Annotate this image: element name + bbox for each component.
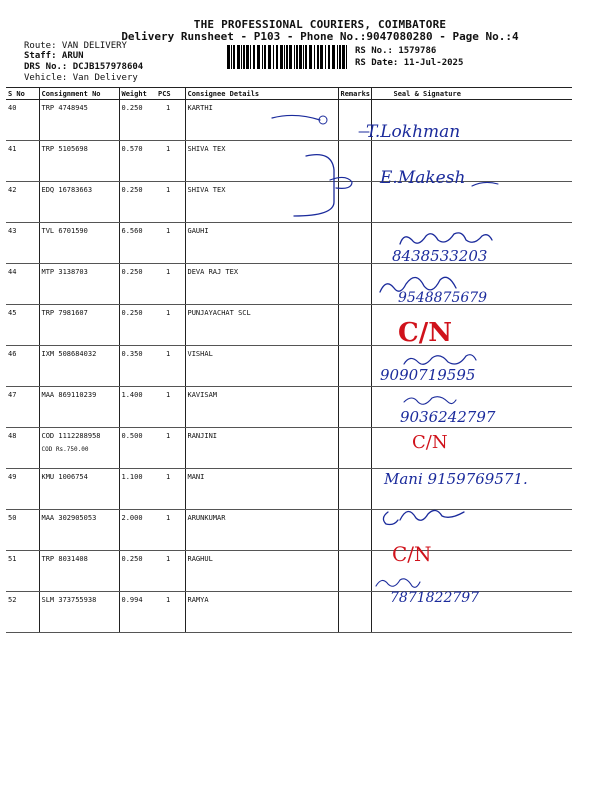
cell-consignee-text: VISHAL [187, 350, 213, 358]
cell-sno-text: 40 [8, 104, 17, 112]
cell-consignment-no-text: IXM 508684032 [41, 350, 97, 358]
cell-consignee-text: GAUHI [187, 227, 209, 235]
cell-sno-text: 52 [8, 596, 17, 604]
cell-consignee-text: KAVISAM [187, 391, 218, 399]
cell-pcs-text: 1 [166, 309, 171, 317]
underline-mark-icon [470, 178, 500, 192]
barcode-bar [328, 45, 330, 69]
cell-pcs-text: 1 [166, 432, 171, 440]
barcode-bar [286, 45, 288, 69]
barcode-bar [309, 45, 312, 69]
cell-weight-text: 0.570 [121, 145, 143, 153]
cell-pcs-text: 1 [166, 268, 171, 276]
col-header-sno: S No [6, 88, 39, 100]
cell-pcs [156, 510, 185, 551]
cell-pcs [156, 428, 185, 469]
cell-weight-text: 6.560 [121, 227, 143, 235]
cell-consignment-no [39, 182, 119, 223]
cell-sno-text: 51 [8, 555, 17, 563]
barcode-bar [253, 45, 255, 69]
cell-consignee [185, 510, 338, 551]
cell-remarks [338, 592, 371, 633]
cell-sno-text: 41 [8, 145, 17, 153]
cell-weight [119, 223, 156, 264]
cell-consignee [185, 387, 338, 428]
cell-sno [6, 469, 39, 510]
barcode-bar [243, 45, 245, 69]
cell-weight-text: 0.250 [121, 309, 143, 317]
cell-consignee [185, 592, 338, 633]
phone-row-48: 9036242797 [400, 408, 496, 426]
cell-consignee-text: DEVA RAJ TEX [187, 268, 239, 276]
cell-remarks [338, 305, 371, 346]
cell-sno [6, 141, 39, 182]
cell-consignee-text: RAMYA [187, 596, 209, 604]
cell-pcs-text: 1 [166, 596, 171, 604]
cell-consignment-no [39, 141, 119, 182]
col-header-seal: Seal & Signature [371, 88, 572, 100]
rs-date: RS Date: 11-Jul-2025 [355, 58, 464, 68]
cell-sno [6, 223, 39, 264]
barcode-bar [231, 45, 232, 69]
cell-weight [119, 510, 156, 551]
cell-weight-text: 0.250 [121, 104, 143, 112]
barcode-bar [303, 45, 304, 69]
cell-weight [119, 346, 156, 387]
table-row [6, 428, 572, 469]
col-header-consignee: Consignee Details [185, 88, 338, 100]
cell-consignee-text: PUNJAYACHAT SCL [187, 309, 251, 317]
phone-row-46: 9090719595 [380, 366, 476, 384]
barcode-bar [227, 45, 230, 69]
cell-consignment-no-text: TRP 4748945 [41, 104, 88, 112]
table-row [6, 264, 572, 305]
cell-consignee [185, 264, 338, 305]
cell-consignment-no [39, 223, 119, 264]
barcode-bar [339, 45, 341, 69]
col-header-remarks: Remarks [338, 88, 371, 100]
cell-consignee-text: ARUNKUMAR [187, 514, 226, 522]
cell-sno [6, 592, 39, 633]
cell-remarks [338, 551, 371, 592]
cell-remarks [338, 428, 371, 469]
cell-weight [119, 100, 156, 141]
cell-consignee-text: MANI [187, 473, 205, 481]
cell-pcs-text: 1 [166, 145, 171, 153]
cell-consignment-no [39, 469, 119, 510]
cell-sno [6, 428, 39, 469]
cell-remarks [338, 264, 371, 305]
barcode-bar [342, 45, 345, 69]
cell-consignment-no-text: EDQ 16783663 [41, 186, 93, 194]
barcode-bar [250, 45, 251, 69]
runsheet-title: Delivery Runsheet - P103 - Phone No.:9047080280 - Page No.:4 [121, 30, 519, 43]
arrow-mark-icon [270, 110, 330, 130]
cell-consignment-no-text: TRP 7981607 [41, 309, 88, 317]
barcode-bar [257, 45, 260, 69]
cell-consignment-no-text: MTP 3138703 [41, 268, 88, 276]
barcode-bar [289, 45, 292, 69]
cell-consignment-no [39, 305, 119, 346]
table-row [6, 510, 572, 551]
cell-sno-text: 44 [8, 268, 17, 276]
cell-weight-text: 0.350 [121, 350, 143, 358]
cell-sno-text: 50 [8, 514, 17, 522]
barcode-bar [320, 45, 323, 69]
cell-weight [119, 551, 156, 592]
cell-pcs-text: 1 [166, 473, 171, 481]
barcode-bar [264, 45, 266, 69]
cell-consignment-no [39, 428, 119, 469]
barcode-bar [233, 45, 235, 69]
staff-label: Staff: ARUN [24, 51, 84, 61]
cell-consignee-text: RAGHUL [187, 555, 213, 563]
table-row [6, 305, 572, 346]
drs-number: DRS No.: DCJB157978604 [24, 62, 144, 72]
barcode-bar [332, 45, 335, 69]
cell-consignment-no [39, 100, 119, 141]
cell-sno [6, 387, 39, 428]
cell-pcs-text: 1 [166, 350, 171, 358]
cell-sno [6, 100, 39, 141]
cell-sno [6, 346, 39, 387]
cell-consignment-no-text: TVL 6701590 [41, 227, 88, 235]
cell-sno [6, 264, 39, 305]
cell-weight-text: 0.250 [121, 186, 143, 194]
signature-row-50-scribble [378, 500, 468, 530]
cell-consignment-no-text: KMU 1006754 [41, 473, 88, 481]
cell-pcs-text: 1 [166, 391, 171, 399]
cell-consignee [185, 223, 338, 264]
cell-sno [6, 305, 39, 346]
cell-consignment-no-text: TRP 8031408 [41, 555, 88, 563]
barcode-bar [268, 45, 271, 69]
barcode-bar [237, 45, 240, 69]
vehicle-label: Vehicle: Van Delivery [24, 73, 138, 83]
barcode-bar [337, 45, 338, 69]
cell-weight-text: 0.250 [121, 555, 143, 563]
barcode-bar [280, 45, 283, 69]
cell-consignee-text: RANJINI [187, 432, 218, 440]
table-row [6, 346, 572, 387]
barcode-bar [246, 45, 249, 69]
signature-row-40: T.Lokhman [366, 122, 461, 142]
cell-sno-text: 45 [8, 309, 17, 317]
col-header-pcs: PCS [156, 88, 185, 100]
bracket-mark-icon [286, 150, 366, 222]
barcode-bar [284, 45, 285, 69]
cell-weight-text: 0.994 [121, 596, 143, 604]
barcode-bar [273, 45, 274, 69]
cell-consignee-text: SHIVA TEX [187, 145, 226, 153]
col-header-weight: Weight [119, 88, 156, 100]
cell-consignment-no [39, 387, 119, 428]
cell-pcs [156, 387, 185, 428]
barcode-bar [305, 45, 307, 69]
cell-weight [119, 592, 156, 633]
cell-consignee [185, 305, 338, 346]
barcode-bar [241, 45, 242, 69]
cell-consignee-text: SHIVA TEX [187, 186, 226, 194]
cell-consignee [185, 346, 338, 387]
signature-row-49: Mani 9159769571. [384, 470, 528, 488]
rs-number: RS No.: 1579786 [355, 46, 437, 56]
cell-sno-text: 48 [8, 432, 17, 440]
barcode-bar [325, 45, 326, 69]
cell-sno [6, 510, 39, 551]
cell-pcs [156, 141, 185, 182]
barcode-bar [276, 45, 278, 69]
cell-consignment-no [39, 510, 119, 551]
col-header-consignment: Consignment No [39, 88, 119, 100]
cell-consignee [185, 469, 338, 510]
cell-weight [119, 428, 156, 469]
cell-sno-text: 46 [8, 350, 17, 358]
cell-remarks [338, 510, 371, 551]
cell-consignment-no [39, 592, 119, 633]
cell-weight-text: 2.000 [121, 514, 143, 522]
cell-pcs [156, 592, 185, 633]
cell-consignment-no-text: MAA 869110239 [41, 391, 97, 399]
cell-pcs-text: 1 [166, 514, 171, 522]
cell-pcs [156, 223, 185, 264]
cell-sno-text: 49 [8, 473, 17, 481]
cell-weight [119, 305, 156, 346]
cell-weight [119, 141, 156, 182]
cell-pcs [156, 264, 185, 305]
cell-consignment-no [39, 346, 119, 387]
cell-pcs [156, 182, 185, 223]
cell-weight [119, 469, 156, 510]
cell-weight [119, 182, 156, 223]
cell-consignment-no [39, 551, 119, 592]
cell-consignment-no [39, 264, 119, 305]
cell-weight [119, 264, 156, 305]
cell-sno [6, 551, 39, 592]
barcode-bar [294, 45, 295, 69]
cell-remarks [338, 469, 371, 510]
route-label: Route: VAN DELIVERY [24, 41, 127, 51]
signature-row-42: E.Makesh [380, 168, 466, 188]
cell-sno [6, 182, 39, 223]
cell-pcs [156, 469, 185, 510]
cell-pcs-text: 1 [166, 555, 171, 563]
cell-consignment-no-text: MAA 302905053 [41, 514, 97, 522]
cell-weight-text: 0.500 [121, 432, 143, 440]
cell-pcs [156, 551, 185, 592]
cell-consignee [185, 428, 338, 469]
barcode-bar [317, 45, 319, 69]
cell-weight-text: 0.250 [121, 268, 143, 276]
phone-row-43: 8438533203 [392, 247, 488, 265]
cell-pcs-text: 1 [166, 104, 171, 112]
cell-consignment-no-text: COD 1112288958 [41, 432, 101, 440]
barcode-bar [262, 45, 263, 69]
cell-consignment-no-text: SLM 373755938 [41, 596, 97, 604]
barcode-image [227, 45, 349, 69]
cell-pcs [156, 346, 185, 387]
cell-consignment-no-text: TRP 5105698 [41, 145, 88, 153]
cell-weight-text: 1.400 [121, 391, 143, 399]
phone-row-44: 9548875679 [398, 290, 488, 306]
table-header-row [6, 88, 572, 100]
cn-mark-row-45: C/N [398, 318, 452, 348]
barcode-bar [299, 45, 302, 69]
cell-sno-text: 42 [8, 186, 17, 194]
cell-sno-text: 47 [8, 391, 17, 399]
barcode-bar [296, 45, 298, 69]
phone-row-52: 7871822797 [390, 590, 480, 606]
cell-pcs-text: 1 [166, 186, 171, 194]
table-row [6, 592, 572, 633]
cell-consignee [185, 551, 338, 592]
cell-pcs [156, 100, 185, 141]
cn-mark-row-51: C/N [392, 542, 432, 566]
barcode-bar [314, 45, 315, 69]
cell-pcs-text: 1 [166, 227, 171, 235]
cell-remarks [338, 346, 371, 387]
table-row [6, 551, 572, 592]
cn-mark-row-48: C/N [412, 432, 448, 453]
cell-remarks [338, 223, 371, 264]
cell-consignee-text: KARTHI [187, 104, 213, 112]
cell-seal [371, 428, 572, 469]
cell-weight-text: 1.100 [121, 473, 143, 481]
cell-remarks [338, 387, 371, 428]
company-title: THE PROFESSIONAL COURIERS, COIMBATORE [193, 18, 447, 31]
barcode-bar [346, 45, 347, 69]
cell-weight [119, 387, 156, 428]
signature-row-47-scribble [400, 392, 460, 408]
cod-amount-note: COD Rs.750.00 [41, 446, 89, 453]
cell-sno-text: 43 [8, 227, 17, 235]
cell-pcs [156, 305, 185, 346]
